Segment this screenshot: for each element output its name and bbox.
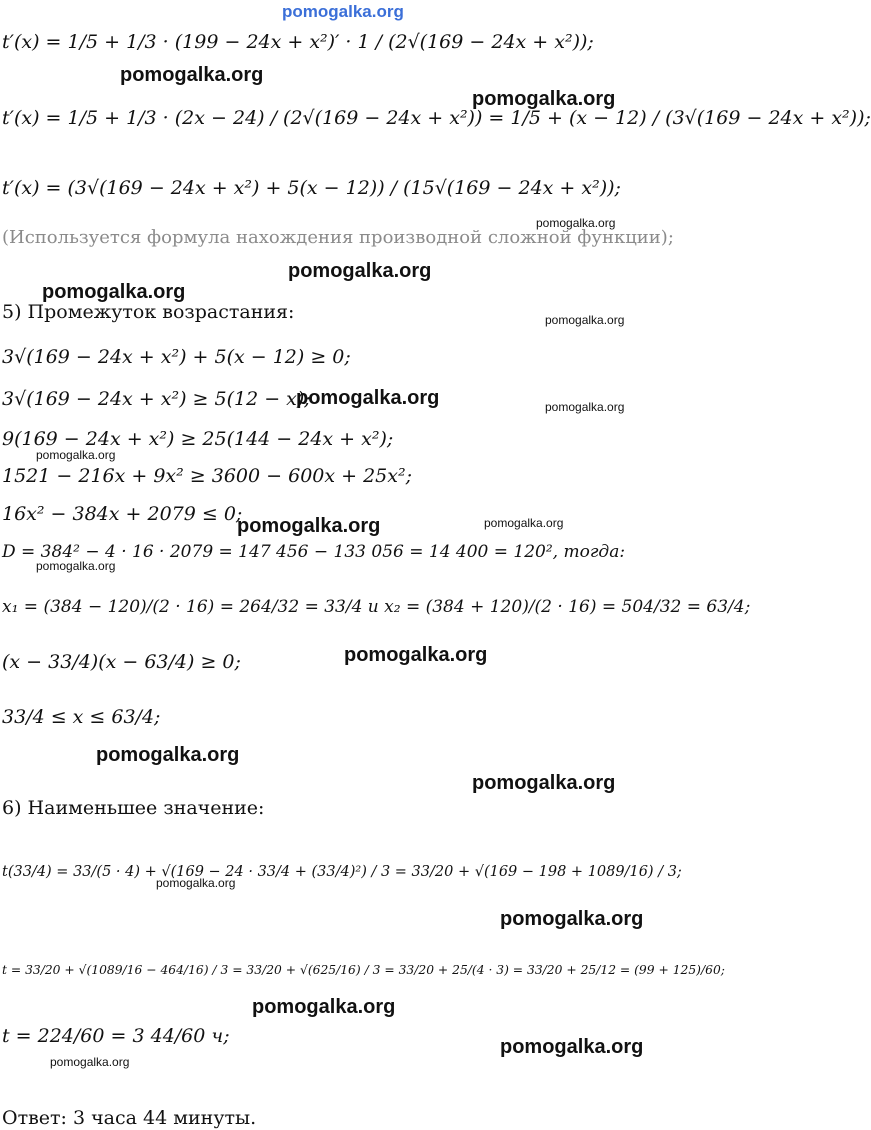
min-value-line-1: t(33/4) = 33/(5 · 4) + √(169 − 24 · 33/4 + (33/4)²) / 3 = 33/20 + √(169 − 198 + 1089/16) / 3; — [2, 864, 682, 880]
min-value-line-3: t = 224/60 = 3 44/60 ч; — [2, 1025, 230, 1047]
roots-line: x₁ = (384 − 120)/(2 · 16) = 264/32 = 33/4 и x₂ = (384 + 120)/(2 · 16) = 504/32 = 63/4; — [2, 597, 751, 617]
watermark: pomogalka.org — [156, 876, 236, 890]
inequality-line-3: 9(169 − 24x + x²) ≥ 25(144 − 24x + x²); — [2, 428, 394, 450]
inequality-line-5: 16x² − 384x + 2079 ≤ 0; — [2, 503, 243, 525]
watermark: pomogalka.org — [50, 1055, 130, 1069]
watermark: pomogalka.org — [42, 281, 186, 303]
factored-inequality: (x − 33/4)(x − 63/4) ≥ 0; — [2, 651, 241, 673]
watermark: pomogalka.org — [237, 515, 381, 537]
watermark: pomogalka.org — [536, 216, 616, 230]
watermark: pomogalka.org — [120, 64, 264, 86]
watermark: pomogalka.org — [344, 644, 488, 666]
watermark: pomogalka.org — [484, 516, 564, 530]
watermark: pomogalka.org — [545, 313, 625, 327]
derivative-line-3-text: t′(x) = (3√(169 − 24x + x²) + 5(x − 12)) / (15√(169 − 24x + x²)); — [2, 177, 621, 199]
inequality-line-2: 3√(169 − 24x + x²) ≥ 5(12 − x); — [2, 388, 311, 410]
inequality-line-4: 1521 − 216x + 9x² ≥ 3600 − 600x + 25x²; — [2, 465, 412, 487]
derivative-line-1-text: t′(x) = 1/5 + 1/3 · (199 − 24x + x²)′ · 1 / (2√(169 − 24x + x²)); — [2, 31, 594, 53]
inequality-line-1: 3√(169 − 24x + x²) + 5(x − 12) ≥ 0; — [2, 346, 351, 368]
derivative-line-1 — [2, 30, 594, 54]
watermark: pomogalka.org — [252, 996, 396, 1018]
watermark: pomogalka.org — [296, 387, 440, 409]
watermark: pomogalka.org — [472, 772, 616, 794]
discriminant-line: D = 384² − 4 · 16 · 2079 = 147 456 − 133 056 = 14 400 = 120², тогда: — [2, 542, 626, 562]
formula-note: (Используется формула нахождения производной сложной функции); — [2, 227, 674, 248]
watermark: pomogalka.org — [500, 908, 644, 930]
derivative-line-3 — [2, 176, 621, 200]
watermark-top: pomogalka.org — [282, 2, 404, 21]
watermark: pomogalka.org — [472, 88, 616, 110]
watermark: pomogalka.org — [36, 559, 116, 573]
step5-heading: 5) Промежуток возрастания: — [2, 301, 295, 323]
min-value-line-2: t = 33/20 + √(1089/16 − 464/16) / 3 = 33/20 + √(625/16) / 3 = 33/20 + 25/(4 · 3) = 33/20 + 25/12 = (99 + 125)/60; — [2, 963, 725, 977]
watermark: pomogalka.org — [96, 744, 240, 766]
step6-heading: 6) Наименьшее значение: — [2, 797, 265, 819]
watermark: pomogalka.org — [288, 260, 432, 282]
watermark: pomogalka.org — [545, 400, 625, 414]
answer-line: Ответ: 3 часа 44 минуты. — [2, 1107, 257, 1129]
watermark: pomogalka.org — [500, 1036, 644, 1058]
derivative-line-2 — [2, 106, 871, 130]
derivative-line-2-text: t′(x) = 1/5 + 1/3 · (2x − 24) / (2√(169 − 24x + x²)) = 1/5 + (x − 12) / (3√(169 − 24x + x²)); — [2, 107, 871, 129]
interval-result: 33/4 ≤ x ≤ 63/4; — [2, 706, 161, 728]
watermark: pomogalka.org — [36, 448, 116, 462]
